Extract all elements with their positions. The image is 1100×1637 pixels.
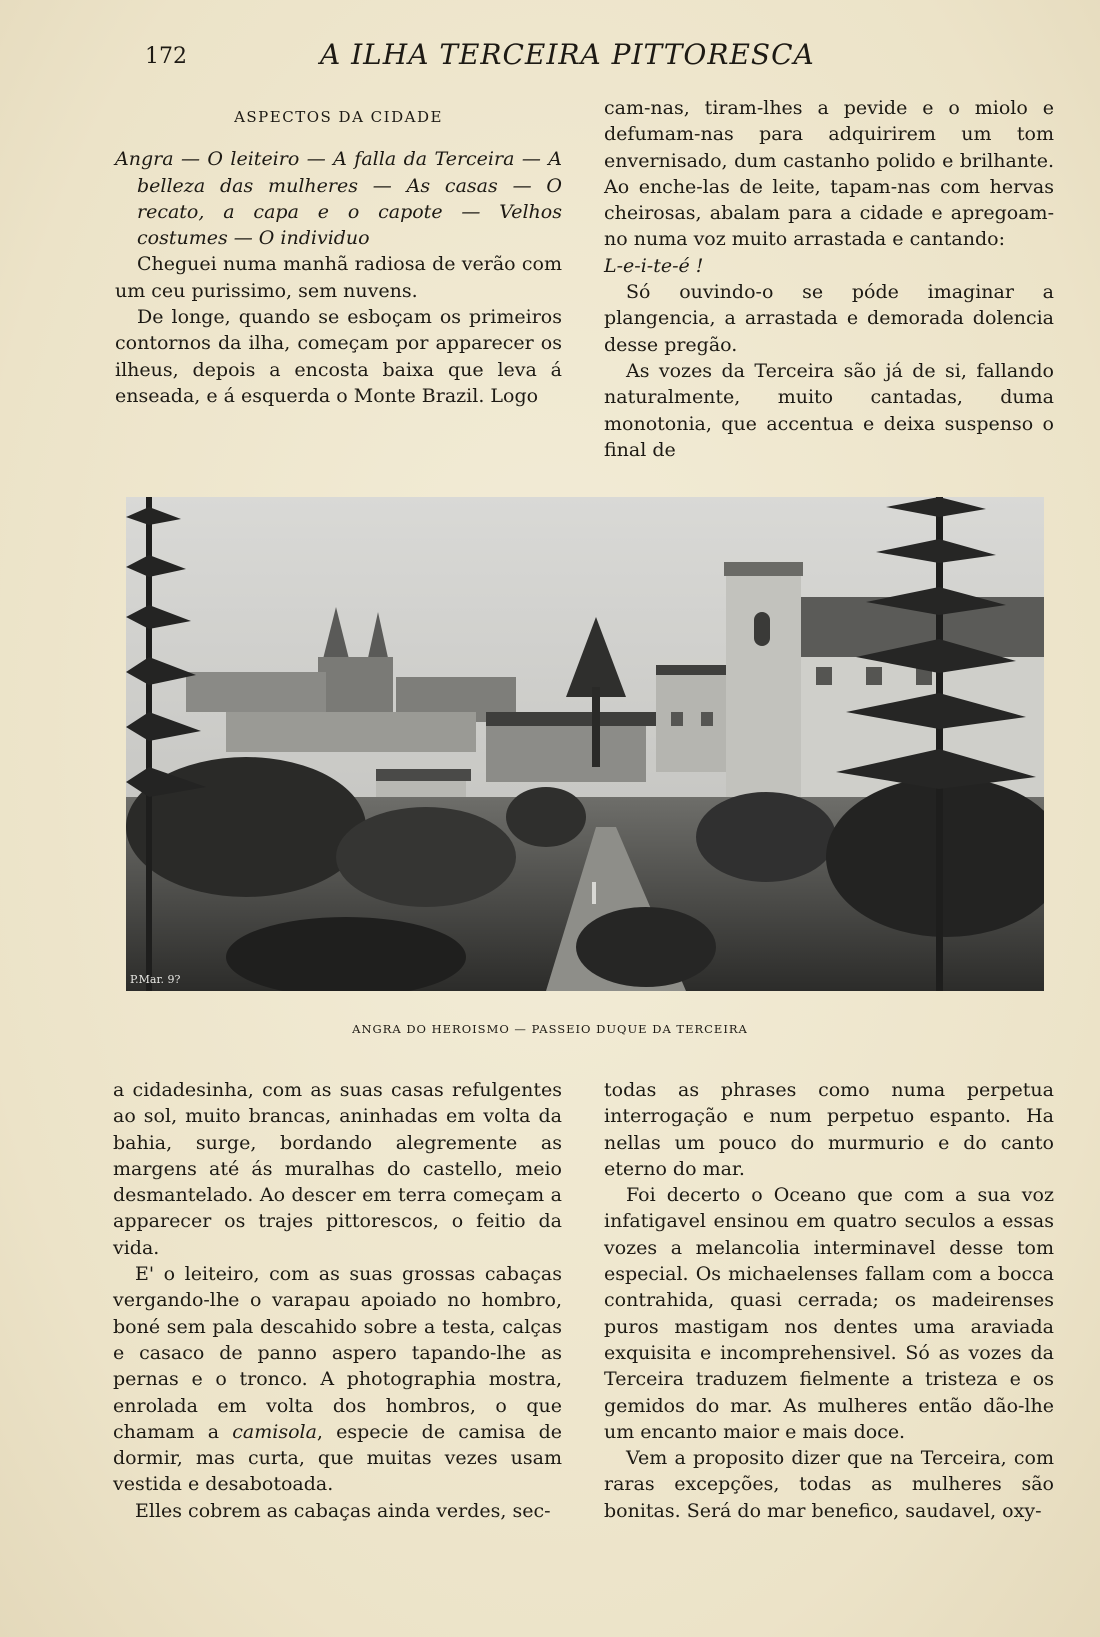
column-top-left <box>115 104 562 409</box>
paragraph <box>604 95 1054 279</box>
paragraph: Elles cobrem as cabaças ainda verdes, sec- <box>135 1499 551 1522</box>
page-number: 172 <box>145 44 187 69</box>
column-top-right <box>604 95 1054 463</box>
photo-caption: ANGRA DO HEROISMO — PASSEIO DUQUE DA TERCEIRA <box>352 1022 748 1036</box>
paragraph-text: cam-nas, tiram-lhes a pevide e o miolo e defumam-nas para adquirirem um tom envernisado, dum castanho polido e brilhante. Ao enche-las de leite, tapam-nas com hervas cheirosas, abalam para a cidade e apregoam-no numa voz muito arrastada e cantando: <box>604 97 1054 251</box>
photograph-illustration <box>126 497 1044 991</box>
photographer-signature: P.Mar. 9? <box>130 973 181 986</box>
paragraph: Só ouvindo-o se póde imaginar a plangencia, a arrastada e demorada dolencia desse pregão. <box>604 281 1054 356</box>
milk-cry: L-e-i-te-é ! <box>604 254 704 277</box>
paragraph: Vem a proposito dizer que na Terceira, com raras excepções, todas as mulheres são bonitas. Será do mar benefico, saudavel, oxy- <box>604 1447 1054 1522</box>
paragraph: Foi decerto o Oceano que com a sua voz infatigavel ensinou em quatro seculos a essas vozes a melancolia interminavel desse tom especial. Os michaelenses fallam com a bocca contrahida, quasi cerrada; os madeirenses puros mastigam nos dentes uma araviada exquisita e incomprehensivel. Só as vozes da Terceira traduzem fielmente a tristeza e os gemidos do mar. As mulheres então dão-lhe um encanto maior e mais doce. <box>604 1184 1054 1443</box>
running-title: A ILHA TERCEIRA PITTORESCA <box>320 38 815 71</box>
paragraph <box>113 1261 562 1498</box>
page-header <box>0 36 1100 76</box>
column-bottom-left <box>113 1077 562 1524</box>
paragraph-text: E' o leiteiro, com as suas grossas cabaças vergando-lhe o varapau apoiado no hombro, boné sem pala descahido sobre a testa, calças e casaco de panno aspero tapando-lhe as pernas e o tronco. A photographia mostra, enrolada em volta dos hombros, o que chamam a <box>113 1263 562 1443</box>
paragraph: a cidadesinha, com as suas casas refulgentes ao sol, muito brancas, aninhadas em volta da bahia, surge, bordando alegremente as margens até ás muralhas do castello, meio desmantelado. Ao descer em terra começam a apparecer os trajes pittorescos, o feitio da vida. <box>113 1079 562 1259</box>
paragraph: As vozes da Terceira são já de si, fallando naturalmente, muito cantadas, duma monotonia, que accentua e deixa suspenso o final de <box>604 359 1054 461</box>
paragraph: De longe, quando se esboçam os primeiros contornos da ilha, começam por apparecer os ilheus, depois a encosta baixa que leva á enseada, e á esquerda o Monte Brazil. Logo <box>115 306 562 407</box>
section-heading: ASPECTOS DA CIDADE <box>234 108 443 126</box>
paragraph: Cheguei numa manhã radiosa de verão com um ceu purissimo, sem nuvens. <box>115 253 562 302</box>
column-bottom-right <box>604 1077 1054 1524</box>
paragraph: todas as phrases como numa perpetua interrogação e num perpetuo espanto. Ha nellas um pouco do murmurio e do canto eterno do mar. <box>604 1079 1054 1180</box>
emphasis-camisola: camisola <box>232 1420 317 1443</box>
paragraph-text: , especie de camisa de dormir, mas curta, que muitas vezes usam vestida e desabotoada. <box>113 1420 562 1496</box>
section-summary: Angra — O leiteiro — A falla da Terceira — A belleza das mulheres — As casas — O recato, a capa e o capote — Velhos costumes — O individuo <box>115 148 562 250</box>
photograph-angra <box>126 497 1044 991</box>
